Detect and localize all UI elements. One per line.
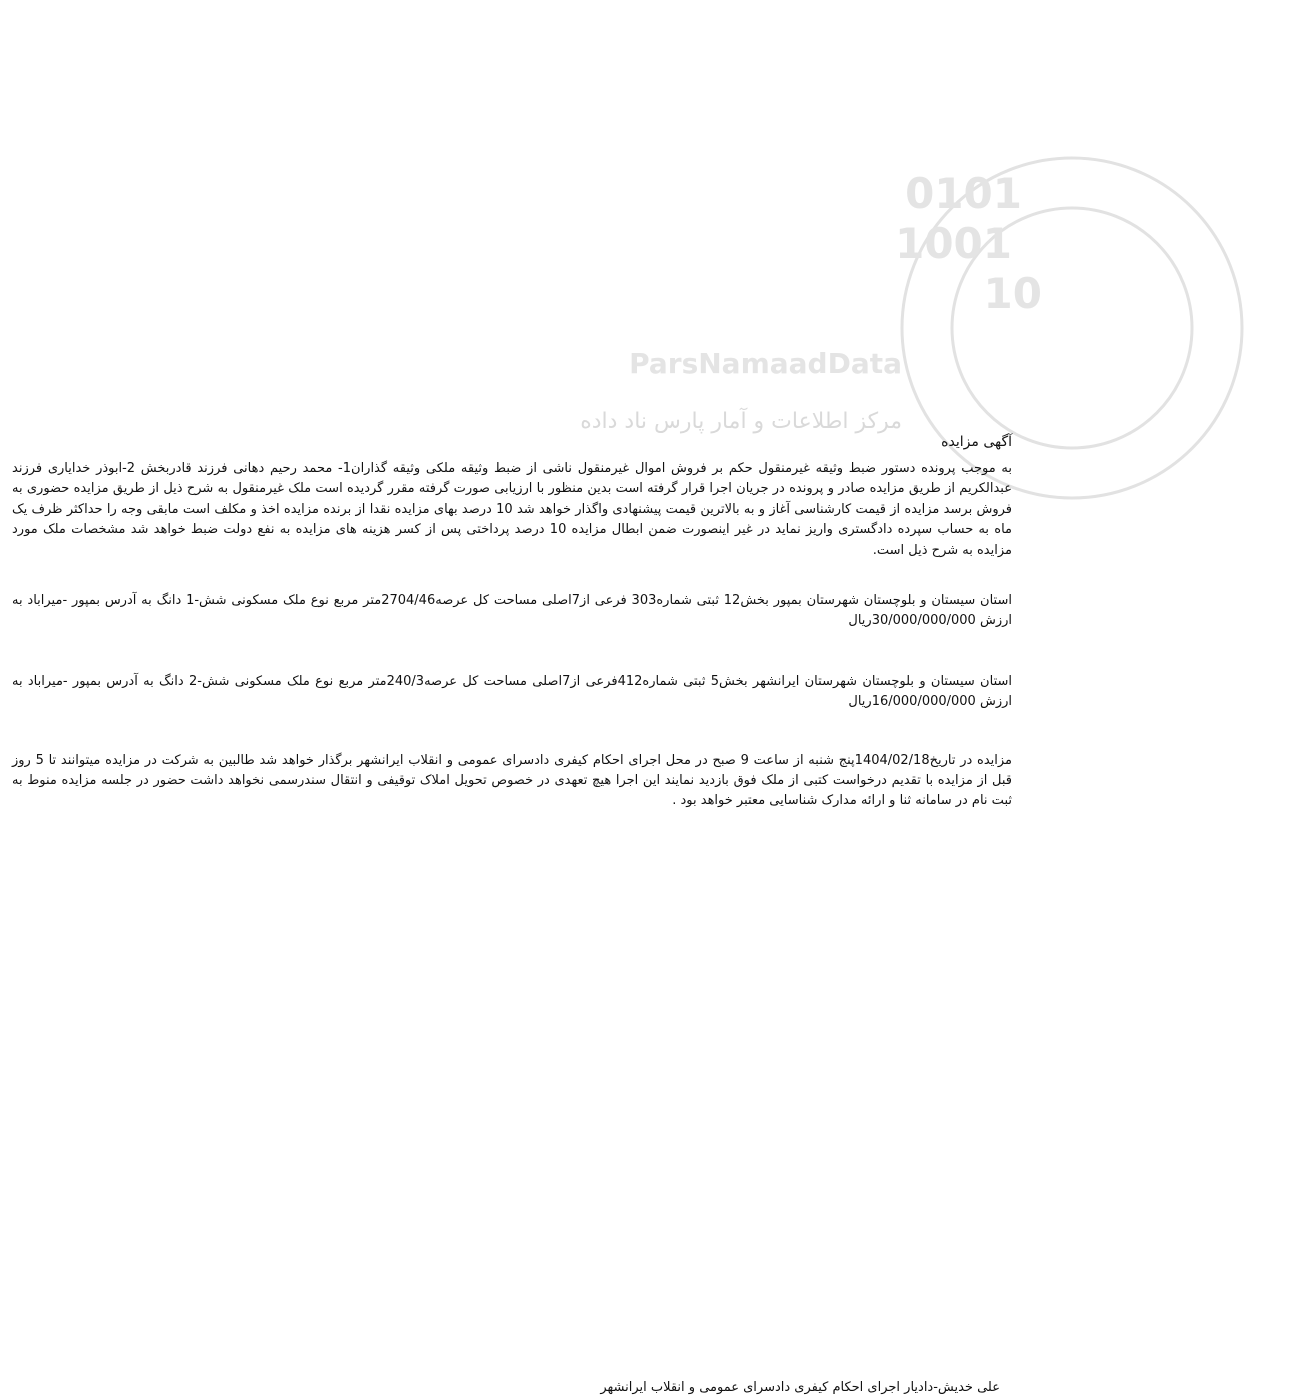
svg-text:1001: 1001 xyxy=(895,219,1012,268)
watermark-text: مرکز اطلاعات و آمار پارس ناد داده xyxy=(580,409,902,434)
svg-text:10: 10 xyxy=(983,269,1042,318)
signature-line: علی خدیش-دادیار اجرای احکام کیفری دادسرای عمومی و انقلاب ایرانشهر xyxy=(600,1379,1000,1395)
notice-intro-paragraph: به موجب پرونده دستور ضبط وثیقه غیرمنقول حکم بر فروش اموال غیرمنقول ناشی از ضبط وثیقه ملکی وثیقه گذاران1- محمد رحیم دهانی فرزند قادربخش 2-ابوذر خدایاری فرزند عبدالکریم از طریق مزایده صادر و پرونده در جریان اجرا قرار گرفته است بدین منظور با ارزیابی صورت گرفته مقرر گردیده است ملک غیرمنقول به شرح ذیل از طریق مزایده حضوری به فروش برسد مزایده از قیمت کارشناسی آغاز و به بالاترین قیمت پیشنهادی واگذار خواهد شد 10 درصد بهای مزایده نقدا از برنده مزایده اخذ و مکلف است مابقی وجه را حداکثر ظرف یک ماه به حساب سپرده دادگستری واریز نماید در غیر اینصورت ضمن ابطال مزایده 10 درصد پرداختی پس از کسر هزینه های مزایده به نفع دولت ضبط خواهد شد مشخصات ملک مورد مزایده به شرح ذیل است. xyxy=(12,461,1013,558)
svg-text:0101: 0101 xyxy=(905,169,1022,218)
notice-title: آگهی مزایده xyxy=(941,434,1012,450)
svg-text:ParsNamaadData: ParsNamaadData xyxy=(629,347,902,380)
auction-schedule-paragraph: مزایده در تاریخ1404/02/18پنج شنبه از ساعت 9 صبح در محل اجرای احکام کیفری دادسرای عمومی و انقلاب ایرانشهر برگذار خواهد شد طالبین به شرکت در مزایده میتوانند تا 5 روز قبل از مزایده با تقدیم درخواست کتبی از ملک فوق بازدید نمایند این اجرا هیچ تعهدی در خصوص تحویل املاک توقیفی و انتقال سندرسمی نخواهد داشت حضور در جلسه مزایده منوط به ثبت نام در سامانه ثنا و ارائه مدارک شناسایی معتبر خواهد بود . xyxy=(12,752,1013,809)
property-item-2: استان سیستان و بلوچستان شهرستان ایرانشهر بخش5 ثبتی شماره412فرعی از7اصلی مساحت کل عرصه240/3متر مربع نوع ملک مسکونی شش-2 دانگ به آدرس بمپور -میراباد به ارزش 16/000/000/000ریال xyxy=(12,673,1012,710)
property-item-1: استان سیستان و بلوچستان شهرستان بمپور بخش12 ثبتی شماره303 فرعی از7اصلی مساحت کل عرصه2704/46متر مربع نوع ملک مسکونی شش-1 دانگ به آدرس بمپور -میراباد به ارزش 30/000/000/000ریال xyxy=(12,593,1012,629)
